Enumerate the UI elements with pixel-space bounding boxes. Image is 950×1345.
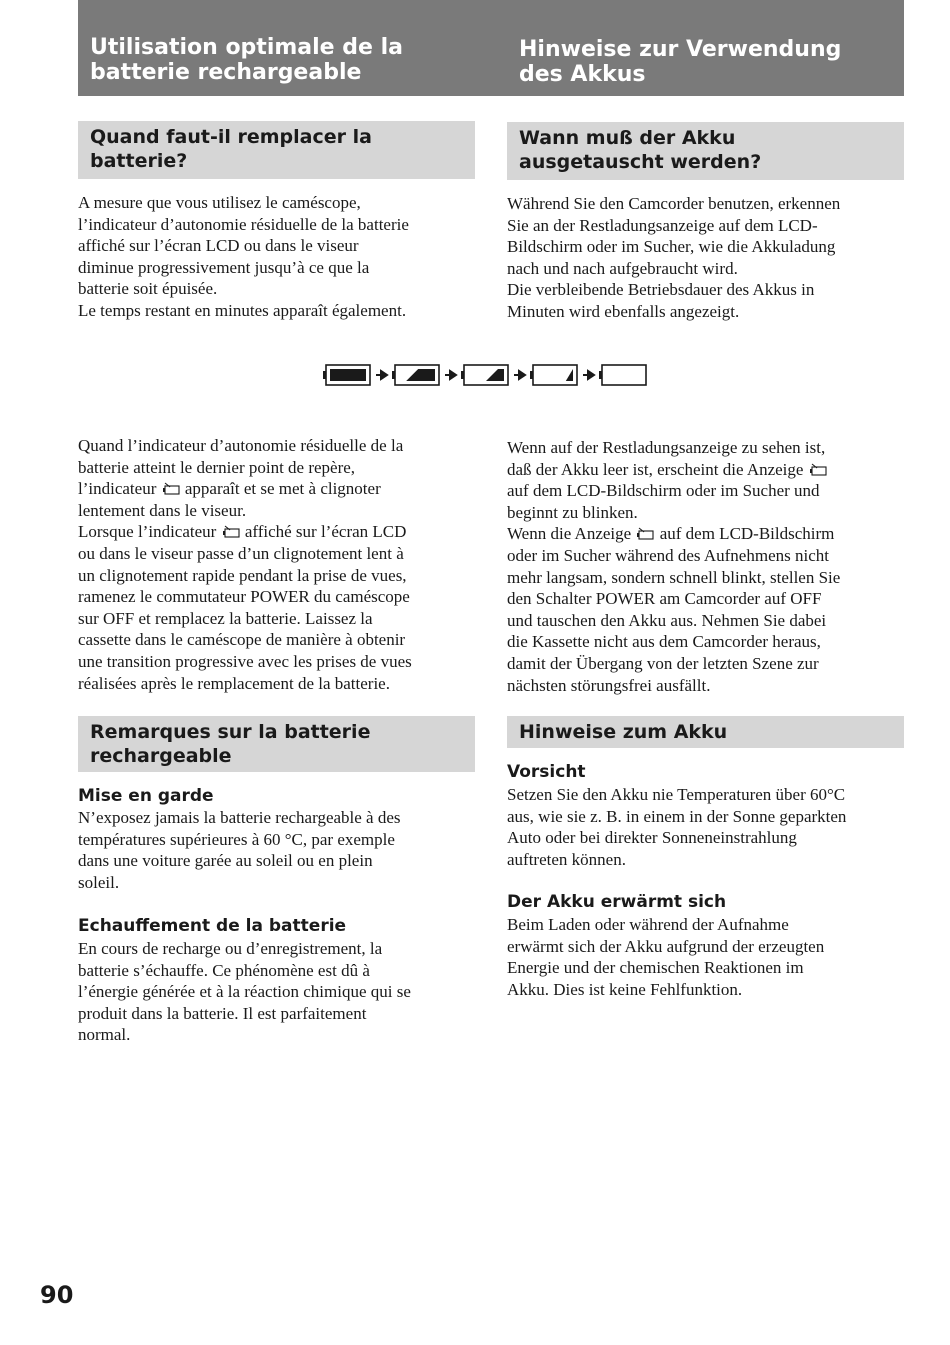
text-line: Wenn auf der Restladungsanzeige zu sehen ist, <box>507 438 826 457</box>
text-line: batterie atteint le dernier point de repère, <box>78 457 356 477</box>
text-line: damit der Übergang von der letzten Szene zur <box>507 653 819 673</box>
text-line: Minuten wird ebenfalls angezeigt. <box>507 301 740 321</box>
text-fragment: auf dem LCD-Bildschirm <box>655 524 835 544</box>
text-line: erwärmt sich der Akku aufgrund der erzeugten <box>507 936 825 956</box>
text-line: Die verbleibende Betriebsdauer des Akkus in <box>507 280 815 300</box>
page-number: 90 <box>40 1281 74 1309</box>
text-line: nächsten störungsfrei ausfällt. <box>507 675 711 695</box>
section-heading-fr-replace <box>78 121 475 179</box>
section-heading-de-notes <box>507 716 904 748</box>
heading-line: Wann muß der Akku <box>519 127 736 149</box>
text-line <box>507 459 840 481</box>
text-line: Auto oder bei direkter Sonneneinstrahlung <box>507 828 797 848</box>
section-heading-de-replace <box>507 122 904 180</box>
text-line: Le temps restant en minutes apparaît également. <box>78 300 407 320</box>
text-line: batterie soit épuisée. <box>78 279 218 299</box>
text-line: une transition progressive avec les prises de vues <box>78 651 412 671</box>
text-line: diminue progressivement jusqu’à ce que la <box>78 257 370 277</box>
arrow-right-icon <box>514 371 525 379</box>
paragraph-de-caution <box>507 784 846 870</box>
text-line: affiché sur l’écran LCD ou dans le viseur <box>78 236 359 256</box>
battery-level-sequence-icon <box>320 362 650 393</box>
text-line: sur OFF et remplacez la batterie. Laissez la <box>78 608 373 628</box>
text-line: die Kassette nicht aus dem Camcorder heraus, <box>507 632 821 652</box>
text-line: den Schalter POWER am Camcorder auf OFF <box>507 589 822 609</box>
empty-battery-icon <box>221 525 241 539</box>
paragraph-fr-heating <box>78 938 411 1046</box>
title-de <box>509 0 904 96</box>
text-line: Setzen Sie den Akku nie Temperaturen über 60°C <box>507 785 846 804</box>
subheading-fr-heating: Echauffement de la batterie <box>78 916 347 936</box>
text-line: températures supérieures à 60 °C, par exemple <box>78 829 395 849</box>
heading-line: Quand faut-il remplacer la <box>90 126 372 148</box>
text-line: auf dem LCD-Bildschirm oder im Sucher und <box>507 481 820 501</box>
battery-level-0-icon <box>323 365 370 385</box>
text-line: Sie an der Restladungsanzeige auf dem LCD- <box>507 215 818 235</box>
subheading-fr-caution: Mise en garde <box>78 786 214 806</box>
text-line: soleil. <box>78 872 120 892</box>
empty-battery-icon <box>161 482 181 496</box>
text-fragment: Lorsque l’indicateur <box>78 522 221 542</box>
title-de-line: Hinweise zur Verwendung <box>519 37 842 62</box>
battery-level-1-icon <box>392 365 439 385</box>
text-line: produit dans la batterie. Il est parfaitement <box>78 1003 367 1023</box>
paragraph-fr-intro <box>78 192 409 322</box>
paragraph-de-intro <box>507 193 840 323</box>
arrow-right-icon <box>445 371 456 379</box>
arrow-right-icon <box>583 371 594 379</box>
text-fragment: l’indicateur <box>78 479 161 499</box>
empty-battery-icon <box>635 527 655 541</box>
text-line: cassette dans le caméscope de manière à obtenir <box>78 630 406 650</box>
subheading-de-heating: Der Akku erwärmt sich <box>507 892 727 912</box>
text-line: A mesure que vous utilisez le caméscope, <box>78 193 361 212</box>
battery-level-2-icon <box>461 365 508 385</box>
arrow-right-icon <box>376 371 387 379</box>
section-heading-fr-notes <box>78 716 475 772</box>
text-line: ramenez le commutateur POWER du caméscope <box>78 587 410 607</box>
paragraph-fr-caution <box>78 807 401 893</box>
text-line: batterie s’échauffe. Ce phénomène est dû à <box>78 960 370 980</box>
text-line: auftreten können. <box>507 849 626 869</box>
paragraph-de-warning <box>507 437 840 696</box>
text-line <box>78 478 412 500</box>
text-line: En cours de recharge ou d’enregistrement, la <box>78 939 383 958</box>
battery-level-4-icon <box>599 365 646 385</box>
text-line: beginnt zu blinken. <box>507 502 638 522</box>
title-fr <box>78 0 509 96</box>
text-line: lentement dans le viseur. <box>78 500 247 520</box>
text-line: Energie und der chemischen Reaktionen im <box>507 958 804 978</box>
empty-battery-icon <box>808 463 828 477</box>
text-line: nach und nach aufgebraucht wird. <box>507 258 738 278</box>
paragraph-de-heating <box>507 914 824 1000</box>
text-line: Akku. Dies ist keine Fehlfunktion. <box>507 979 743 999</box>
battery-level-3-icon <box>530 365 577 385</box>
heading-line: Remarques sur la batterie <box>90 721 371 743</box>
text-line: aus, wie sie z. B. in einem in der Sonne geparkten <box>507 806 847 826</box>
text-line: oder im Sucher während des Aufnehmens nicht <box>507 545 829 565</box>
paragraph-fr-warning <box>78 435 412 694</box>
text-line: Bildschirm oder im Sucher, wie die Akkuladung <box>507 237 836 257</box>
text-line <box>507 523 840 545</box>
text-line: Beim Laden oder während der Aufnahme <box>507 915 789 934</box>
text-line: mehr langsam, sondern schnell blinkt, stellen Sie <box>507 567 841 587</box>
text-line: Quand l’indicateur d’autonomie résiduelle de la <box>78 436 404 455</box>
text-line: l’énergie générée et à la réaction chimique qui se <box>78 982 411 1002</box>
text-line: réalisées après le remplacement de la batterie. <box>78 673 390 693</box>
title-de-line: des Akkus <box>519 62 646 87</box>
text-line: ou dans le viseur passe d’un clignotement lent à <box>78 543 404 563</box>
text-line: l’indicateur d’autonomie résiduelle de la batterie <box>78 214 409 234</box>
subheading-de-caution: Vorsicht <box>507 762 586 782</box>
text-fragment: apparaît et se met à clignoter <box>180 479 381 499</box>
text-fragment: affiché sur l’écran LCD <box>240 522 407 542</box>
heading-line: ausgetauscht werden? <box>519 151 762 173</box>
text-line: normal. <box>78 1025 131 1045</box>
text-line: N’exposez jamais la batterie rechargeable à des <box>78 808 401 827</box>
heading-line: batterie? <box>90 150 188 172</box>
heading-line: rechargeable <box>90 745 232 767</box>
text-line <box>78 521 412 543</box>
text-line: dans une voiture garée au soleil ou en plein <box>78 851 373 871</box>
battery-level-sequence-svg <box>320 362 650 388</box>
text-line: und tauschen den Akku aus. Nehmen Sie dabei <box>507 610 827 630</box>
text-fragment: daß der Akku leer ist, erscheint die Anzeige <box>507 459 808 479</box>
title-fr-line: Utilisation optimale de la <box>90 35 403 60</box>
text-line: Während Sie den Camcorder benutzen, erkennen <box>507 194 841 213</box>
title-fr-line: batterie rechargeable <box>90 60 362 85</box>
text-line: un clignotement rapide pendant la prise de vues, <box>78 565 407 585</box>
heading-line: Hinweise zum Akku <box>519 721 728 743</box>
text-fragment: Wenn die Anzeige <box>507 524 636 544</box>
